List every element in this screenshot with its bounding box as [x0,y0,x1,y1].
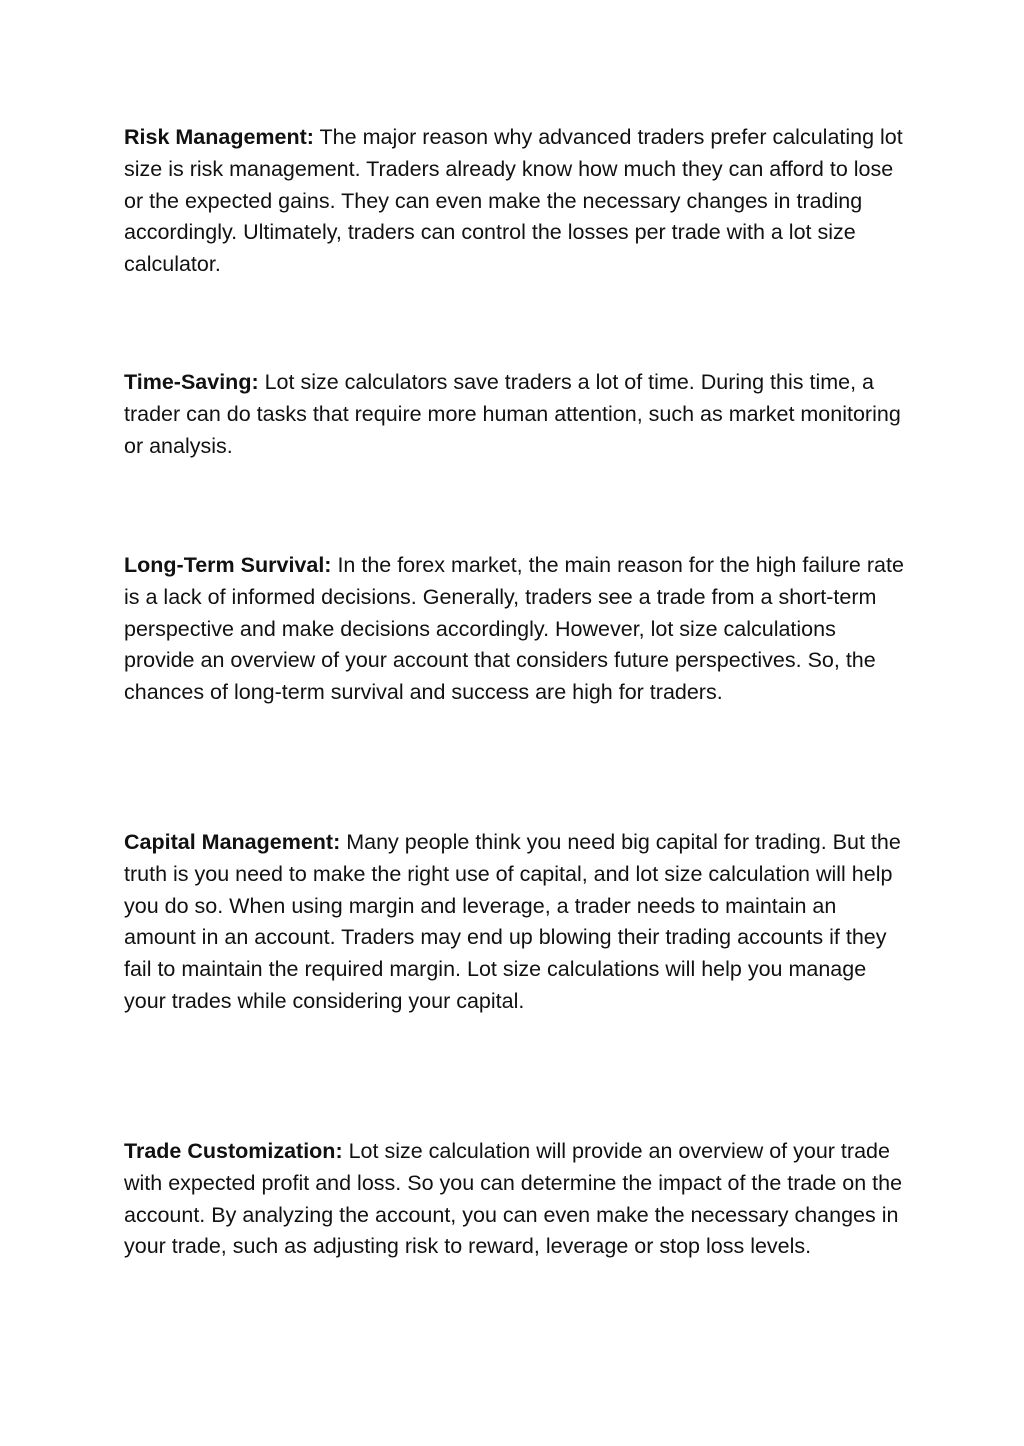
paragraph-term: Capital Management: [124,830,341,854]
paragraph-term: Trade Customization: [124,1139,343,1163]
paragraph-long-term-survival [124,550,904,709]
paragraph-capital-management [124,827,904,1018]
paragraph-term: Long-Term Survival: [124,553,332,577]
paragraph-time-saving [124,367,904,462]
paragraph-text: Lot size calculators save traders a lot of time. During this time, a trader can do tasks that require more human attention, such as market monitoring or analysis. [124,370,901,458]
paragraph-risk-management [124,122,904,281]
paragraph-trade-customization [124,1136,904,1263]
paragraph-text: Lot size calculation will provide an overview of your trade with expected profit and loss. So you can determine the impact of the trade on the account. By analyzing the account, you can even make the necessary changes in your trade, such as adjusting risk to reward, leverage or stop loss levels. [124,1139,903,1259]
paragraph-text: Many people think you need big capital for trading. But the truth is you need to make the right use of capital, and lot size calculation will help you do so. When using margin and leverage, a trader needs to maintain an amount in an account. Traders may end up blowing their trading accounts if they fail to maintain the required margin. Lot size calculations will help you manage your trades while considering your capital. [124,830,901,1013]
paragraph-text: In the forex market, the main reason for the high failure rate is a lack of informed decisions. Generally, traders see a trade from a short-term perspective and make decisions accordingly. However, lot size calculations provide an overview of your account that considers future perspectives. So, the chances of long-term survival and success are high for traders. [124,553,904,705]
paragraph-term: Risk Management: [124,125,314,149]
paragraph-term: Time-Saving: [124,370,259,394]
paragraph-text: The major reason why advanced traders prefer calculating lot size is risk management. Traders already know how much they can afford to lose or the expected gains. They can even make the necessary changes in trading accordingly. Ultimately, traders can control the losses per trade with a lot size calculator. [124,125,903,277]
